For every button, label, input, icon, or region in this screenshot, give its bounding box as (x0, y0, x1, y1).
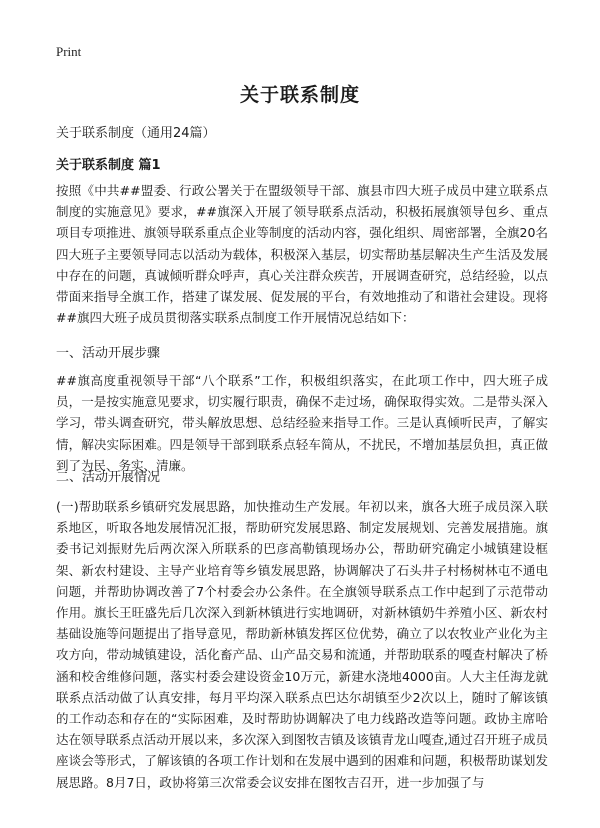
document-title: 关于联系制度 (239, 84, 360, 106)
body-paragraph: (一)帮助联系乡镇研究发展思路，加快推动生产发展。年初以来，旗各大班子成员深入联系地区，听取各地发展情况汇报，帮助研究发展思路、制定发展规划、完善发展措施。旗委书记刘振财先后两次深入所联系的巴彦高勒镇现场办公，帮助研究确定小城镇建设框架、新农村建设、主导产业培育等乡镇发展思路，协调解决了石头井子村杨树林屯不通电问题，并帮助协调改善了7个村委会办公条件。在全旗领导联系点工作中起到了示范带动作用。旗长王旺盛先后几次深入到新林镇进行实地调研，对新林镇奶牛养殖小区、新农村基础设施等问题提出了指导意见，帮助新林镇发挥区位优势，确立了以农牧业产业化为主攻方向，带动城镇建设，活化畜产品、山产品交易和流通，并帮助联系的嘎查村解决了桥涵和校舍维修问题，落实村委会建设资金10万元，新建水浇地4000亩。人大主任海龙就联系点活动做了认真安排，每月平均深入联系点巴达尔胡镇至少2次以上，随时了解该镇的工作动态和存在的“实际困难，及时帮助协调解决了电力线路改造等问题。政协主席哈达在领导联系点活动开展以来，多次深入到图牧吉镇及该镇青龙山嘎查,通过召开班子成员座谈会等形式，了解该镇的各项工作计划和在发展中遇到的困难和问题，积极帮助谋划发展思路。8月7日，政协将第三次常委会议安排在图牧吉召开，进一步加强了与 (56, 499, 548, 790)
section-heading: 一、活动开展步骤 (56, 346, 161, 361)
print-link[interactable]: Print (56, 44, 82, 59)
document-subtitle: 关于联系制度（通用24篇） (56, 126, 216, 141)
section-heading: 二、活动开展情况 (56, 470, 161, 485)
body-paragraph: ##旗高度重视领导干部“八个联系”工作，积极组织落实，在此项工作中，四大班子成员，一是按实施意见要求，切实履行职责，确保不走过场，确保取得实效。二是带头深入学习，带头调查研究，带头解放思想、总结经验来指导工作。三是认真倾听民声，了解实情，解决实际困难。四是领导干部到联系点轻车简从，不扰民，不增加基层负担，真正做到了为民、务实、清廉。 (56, 373, 548, 473)
body-paragraph: 按照《中共##盟委、行政公署关于在盟级领导干部、旗县市四大班子成员中建立联系点制度的实施意见》要求，##旗深入开展了领导联系点活动，积极拓展旗领导包乡、重点项目专项推进、旗领导联系重点企业等制度的活动内容，强化组织、周密部署，全旗20名四大班子主要领导同志以活动为载体，积极深入基层，切实帮助基层解决生产生活及发展中存在的问题，真诚倾听群众呼声，真心关注群众疾苦，开展调查研究，总结经验，以点带面来指导全旗工作，搭建了谋发展、促发展的平台，有效地推动了和谐社会建设。现将##旗四大班子成员贯彻落实联系点制度工作开展情况总结如下： (56, 183, 548, 326)
article-heading: 关于联系制度 篇1 (56, 158, 161, 173)
